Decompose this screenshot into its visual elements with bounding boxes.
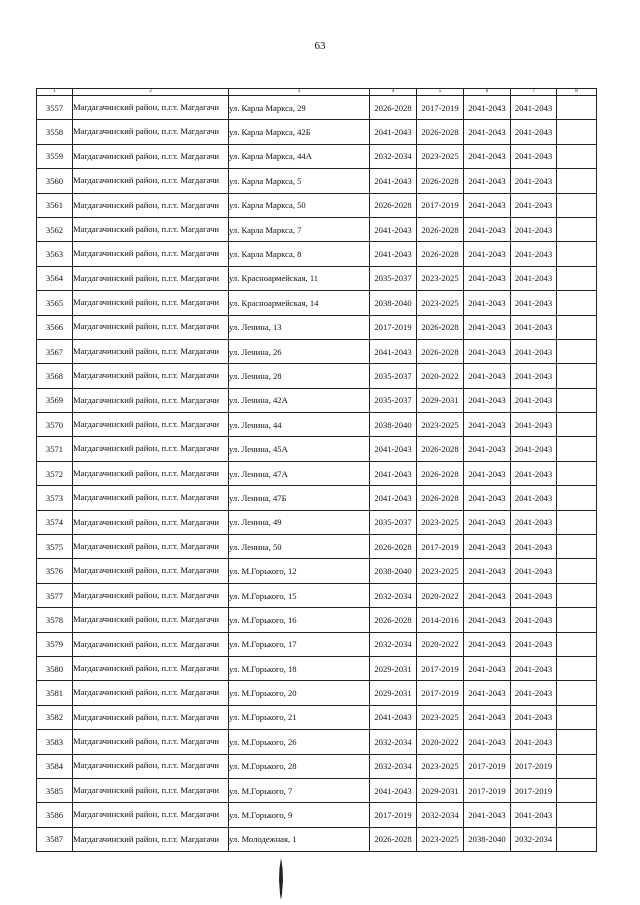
period-cell: 2017-2019 (464, 778, 511, 802)
period-cell: 2032-2034 (370, 632, 417, 656)
period-cell: 2029-2031 (417, 388, 464, 412)
table-row (37, 217, 597, 241)
table-row (37, 754, 597, 778)
row-number: 3583 (37, 730, 73, 754)
address-cell: ул. М.Горького, 21 (229, 705, 370, 729)
period-cell: 2032-2034 (370, 730, 417, 754)
row-number: 3575 (37, 535, 73, 559)
address-cell: ул. Ленина, 47Б (229, 486, 370, 510)
region-cell: Магдагачинский район, п.г.т. Магдагачи (73, 144, 229, 168)
period-cell: 2041-2043 (511, 291, 557, 315)
table-row (37, 193, 597, 217)
period-cell: 2023-2025 (417, 291, 464, 315)
address-cell: ул. Ленина, 49 (229, 510, 370, 534)
period-cell: 2041-2043 (511, 559, 557, 583)
period-cell: 2041-2043 (370, 242, 417, 266)
period-cell: 2029-2031 (370, 681, 417, 705)
period-cell: 2041-2043 (511, 413, 557, 437)
period-cell: 2041-2043 (464, 169, 511, 193)
row-number: 3564 (37, 266, 73, 290)
period-cell: 2023-2025 (417, 559, 464, 583)
note-cell (557, 96, 597, 120)
period-cell: 2017-2019 (417, 96, 464, 120)
table-row (37, 681, 597, 705)
region-cell: Магдагачинский район, п.г.т. Магдагачи (73, 632, 229, 656)
period-cell: 2017-2019 (464, 754, 511, 778)
period-cell: 2041-2043 (370, 169, 417, 193)
row-number: 3578 (37, 608, 73, 632)
period-cell: 2041-2043 (511, 461, 557, 485)
row-number: 3570 (37, 413, 73, 437)
column-number-header: 6 (464, 89, 511, 96)
address-cell: ул. М.Горького, 17 (229, 632, 370, 656)
row-number: 3568 (37, 364, 73, 388)
table-row (37, 339, 597, 363)
period-cell: 2041-2043 (511, 315, 557, 339)
table-row (37, 364, 597, 388)
row-number: 3559 (37, 144, 73, 168)
region-cell: Магдагачинский район, п.г.т. Магдагачи (73, 266, 229, 290)
period-cell: 2041-2043 (464, 461, 511, 485)
row-number: 3580 (37, 656, 73, 680)
region-cell: Магдагачинский район, п.г.т. Магдагачи (73, 486, 229, 510)
region-cell: Магдагачинский район, п.г.т. Магдагачи (73, 803, 229, 827)
table-row (37, 656, 597, 680)
row-number: 3576 (37, 559, 73, 583)
period-cell: 2041-2043 (464, 388, 511, 412)
table-row (37, 583, 597, 607)
binding-mark (278, 858, 284, 900)
address-cell: ул. Ленина, 28 (229, 364, 370, 388)
period-cell: 2041-2043 (511, 510, 557, 534)
address-cell: ул. М.Горького, 7 (229, 778, 370, 802)
table-row (37, 169, 597, 193)
table-row (37, 266, 597, 290)
period-cell: 2041-2043 (464, 339, 511, 363)
period-cell: 2023-2025 (417, 827, 464, 851)
period-cell: 2041-2043 (511, 217, 557, 241)
period-cell: 2041-2043 (464, 486, 511, 510)
row-number: 3582 (37, 705, 73, 729)
row-number: 3573 (37, 486, 73, 510)
period-cell: 2017-2019 (417, 535, 464, 559)
table-row (37, 559, 597, 583)
period-cell: 2041-2043 (464, 242, 511, 266)
period-cell: 2041-2043 (464, 656, 511, 680)
address-cell: ул. Ленина, 13 (229, 315, 370, 339)
address-cell: ул. Красноармейская, 11 (229, 266, 370, 290)
region-cell: Магдагачинский район, п.г.т. Магдагачи (73, 193, 229, 217)
table-row (37, 632, 597, 656)
note-cell (557, 486, 597, 510)
period-cell: 2041-2043 (511, 803, 557, 827)
period-cell: 2041-2043 (511, 339, 557, 363)
period-cell: 2041-2043 (370, 217, 417, 241)
address-cell: ул. Ленина, 50 (229, 535, 370, 559)
note-cell (557, 339, 597, 363)
region-cell: Магдагачинский район, п.г.т. Магдагачи (73, 510, 229, 534)
period-cell: 2041-2043 (464, 364, 511, 388)
column-number-header: 8 (557, 89, 597, 96)
note-cell (557, 608, 597, 632)
table-row (37, 291, 597, 315)
period-cell: 2032-2034 (370, 144, 417, 168)
column-number-header: 3 (229, 89, 370, 96)
note-cell (557, 169, 597, 193)
period-cell: 2041-2043 (464, 120, 511, 144)
period-cell: 2038-2040 (464, 827, 511, 851)
address-cell: ул. Карла Маркса, 5 (229, 169, 370, 193)
period-cell: 2026-2028 (370, 827, 417, 851)
period-cell: 2026-2028 (417, 242, 464, 266)
note-cell (557, 413, 597, 437)
table-row (37, 803, 597, 827)
row-number: 3571 (37, 437, 73, 461)
address-cell: ул. Красноармейская, 14 (229, 291, 370, 315)
note-cell (557, 120, 597, 144)
period-cell: 2017-2019 (417, 681, 464, 705)
period-cell: 2038-2040 (370, 413, 417, 437)
note-cell (557, 754, 597, 778)
page-number: 63 (314, 40, 326, 52)
period-cell: 2041-2043 (511, 535, 557, 559)
row-number: 3567 (37, 339, 73, 363)
address-cell: ул. Ленина, 47А (229, 461, 370, 485)
table-row (37, 486, 597, 510)
note-cell (557, 559, 597, 583)
period-cell: 2041-2043 (464, 608, 511, 632)
period-cell: 2017-2019 (511, 754, 557, 778)
table-row (37, 510, 597, 534)
address-cell: ул. М.Горького, 28 (229, 754, 370, 778)
table-row (37, 437, 597, 461)
period-cell: 2035-2037 (370, 388, 417, 412)
region-cell: Магдагачинский район, п.г.т. Магдагачи (73, 291, 229, 315)
table-row (37, 413, 597, 437)
period-cell: 2032-2034 (370, 754, 417, 778)
period-cell: 2032-2034 (511, 827, 557, 851)
region-cell: Магдагачинский район, п.г.т. Магдагачи (73, 461, 229, 485)
note-cell (557, 144, 597, 168)
address-cell: ул. М.Горького, 20 (229, 681, 370, 705)
period-cell: 2041-2043 (370, 437, 417, 461)
table-row (37, 315, 597, 339)
period-cell: 2017-2019 (370, 803, 417, 827)
period-cell: 2041-2043 (370, 120, 417, 144)
address-cell: ул. Ленина, 42А (229, 388, 370, 412)
column-number-header: 7 (511, 89, 557, 96)
period-cell: 2032-2034 (417, 803, 464, 827)
period-cell: 2041-2043 (464, 291, 511, 315)
region-cell: Магдагачинский район, п.г.т. Магдагачи (73, 437, 229, 461)
address-cell: ул. М.Горького, 12 (229, 559, 370, 583)
period-cell: 2026-2028 (417, 169, 464, 193)
region-cell: Магдагачинский район, п.г.т. Магдагачи (73, 242, 229, 266)
period-cell: 2023-2025 (417, 705, 464, 729)
period-cell: 2041-2043 (464, 705, 511, 729)
table-row (37, 96, 597, 120)
period-cell: 2041-2043 (370, 339, 417, 363)
period-cell: 2041-2043 (511, 242, 557, 266)
region-cell: Магдагачинский район, п.г.т. Магдагачи (73, 535, 229, 559)
region-cell: Магдагачинский район, п.г.т. Магдагачи (73, 559, 229, 583)
note-cell (557, 266, 597, 290)
row-number: 3569 (37, 388, 73, 412)
row-number: 3579 (37, 632, 73, 656)
table-row (37, 705, 597, 729)
table-row (37, 144, 597, 168)
period-cell: 2041-2043 (464, 510, 511, 534)
table-row (37, 242, 597, 266)
note-cell (557, 803, 597, 827)
period-cell: 2041-2043 (464, 559, 511, 583)
period-cell: 2041-2043 (511, 608, 557, 632)
period-cell: 2041-2043 (511, 656, 557, 680)
row-number: 3586 (37, 803, 73, 827)
period-cell: 2041-2043 (464, 144, 511, 168)
period-cell: 2041-2043 (464, 193, 511, 217)
period-cell: 2023-2025 (417, 754, 464, 778)
period-cell: 2041-2043 (511, 96, 557, 120)
period-cell: 2041-2043 (511, 120, 557, 144)
address-cell: ул. Ленина, 45А (229, 437, 370, 461)
period-cell: 2041-2043 (511, 169, 557, 193)
region-cell: Магдагачинский район, п.г.т. Магдагачи (73, 96, 229, 120)
address-cell: ул. Карла Маркса, 8 (229, 242, 370, 266)
period-cell: 2041-2043 (511, 681, 557, 705)
period-cell: 2035-2037 (370, 364, 417, 388)
address-cell: ул. Молодежная, 1 (229, 827, 370, 851)
period-cell: 2041-2043 (464, 437, 511, 461)
region-cell: Магдагачинский район, п.г.т. Магдагачи (73, 339, 229, 363)
row-number: 3562 (37, 217, 73, 241)
row-number: 3574 (37, 510, 73, 534)
column-number-header: 4 (370, 89, 417, 96)
region-cell: Магдагачинский район, п.г.т. Магдагачи (73, 730, 229, 754)
table-row (37, 608, 597, 632)
region-cell: Магдагачинский район, п.г.т. Магдагачи (73, 608, 229, 632)
row-number: 3585 (37, 778, 73, 802)
table-body (37, 96, 597, 852)
period-cell: 2041-2043 (464, 266, 511, 290)
housing-schedule-table (36, 88, 597, 852)
note-cell (557, 461, 597, 485)
table-row (37, 778, 597, 802)
region-cell: Магдагачинский район, п.г.т. Магдагачи (73, 169, 229, 193)
region-cell: Магдагачинский район, п.г.т. Магдагачи (73, 315, 229, 339)
period-cell: 2023-2025 (417, 413, 464, 437)
region-cell: Магдагачинский район, п.г.т. Магдагачи (73, 364, 229, 388)
period-cell: 2017-2019 (511, 778, 557, 802)
period-cell: 2026-2028 (417, 217, 464, 241)
row-number: 3560 (37, 169, 73, 193)
address-cell: ул. Ленина, 44 (229, 413, 370, 437)
address-cell: ул. М.Горького, 16 (229, 608, 370, 632)
period-cell: 2026-2028 (370, 535, 417, 559)
address-cell: ул. М.Горького, 9 (229, 803, 370, 827)
period-cell: 2041-2043 (511, 583, 557, 607)
period-cell: 2041-2043 (511, 730, 557, 754)
period-cell: 2026-2028 (370, 96, 417, 120)
period-cell: 2026-2028 (417, 315, 464, 339)
period-cell: 2020-2022 (417, 730, 464, 754)
region-cell: Магдагачинский район, п.г.т. Магдагачи (73, 656, 229, 680)
row-number: 3566 (37, 315, 73, 339)
table-row (37, 535, 597, 559)
period-cell: 2041-2043 (464, 96, 511, 120)
period-cell: 2014-2016 (417, 608, 464, 632)
period-cell: 2041-2043 (464, 632, 511, 656)
period-cell: 2017-2019 (417, 656, 464, 680)
period-cell: 2023-2025 (417, 510, 464, 534)
period-cell: 2041-2043 (464, 583, 511, 607)
address-cell: ул. Карла Маркса, 42Б (229, 120, 370, 144)
period-cell: 2041-2043 (370, 778, 417, 802)
row-number: 3584 (37, 754, 73, 778)
row-number: 3587 (37, 827, 73, 851)
note-cell (557, 510, 597, 534)
table-row (37, 827, 597, 851)
note-cell (557, 315, 597, 339)
period-cell: 2041-2043 (511, 437, 557, 461)
note-cell (557, 705, 597, 729)
period-cell: 2041-2043 (370, 705, 417, 729)
period-cell: 2020-2022 (417, 583, 464, 607)
column-number-header: 2 (73, 89, 229, 96)
period-cell: 2041-2043 (511, 193, 557, 217)
note-cell (557, 291, 597, 315)
address-cell: ул. М.Горького, 15 (229, 583, 370, 607)
region-cell: Магдагачинский район, п.г.т. Магдагачи (73, 413, 229, 437)
period-cell: 2041-2043 (464, 730, 511, 754)
region-cell: Магдагачинский район, п.г.т. Магдагачи (73, 705, 229, 729)
address-cell: ул. М.Горького, 18 (229, 656, 370, 680)
period-cell: 2038-2040 (370, 291, 417, 315)
period-cell: 2041-2043 (370, 461, 417, 485)
table-row (37, 120, 597, 144)
period-cell: 2026-2028 (370, 193, 417, 217)
address-cell: ул. Карла Маркса, 29 (229, 96, 370, 120)
row-number: 3561 (37, 193, 73, 217)
row-number: 3572 (37, 461, 73, 485)
period-cell: 2026-2028 (417, 339, 464, 363)
period-cell: 2026-2028 (370, 608, 417, 632)
period-cell: 2026-2028 (417, 437, 464, 461)
note-cell (557, 778, 597, 802)
column-number-header: 5 (417, 89, 464, 96)
note-cell (557, 217, 597, 241)
note-cell (557, 388, 597, 412)
period-cell: 2023-2025 (417, 144, 464, 168)
address-cell: ул. М.Горького, 26 (229, 730, 370, 754)
period-cell: 2026-2028 (417, 120, 464, 144)
table-row (37, 730, 597, 754)
period-cell: 2029-2031 (417, 778, 464, 802)
region-cell: Магдагачинский район, п.г.т. Магдагачи (73, 217, 229, 241)
note-cell (557, 632, 597, 656)
period-cell: 2029-2031 (370, 656, 417, 680)
region-cell: Магдагачинский район, п.г.т. Магдагачи (73, 120, 229, 144)
note-cell (557, 730, 597, 754)
table-row (37, 388, 597, 412)
note-cell (557, 437, 597, 461)
note-cell (557, 242, 597, 266)
table-row (37, 461, 597, 485)
note-cell (557, 535, 597, 559)
period-cell: 2017-2019 (417, 193, 464, 217)
column-number-row (37, 89, 597, 96)
region-cell: Магдагачинский район, п.г.т. Магдагачи (73, 827, 229, 851)
note-cell (557, 827, 597, 851)
row-number: 3565 (37, 291, 73, 315)
address-cell: ул. Карла Маркса, 7 (229, 217, 370, 241)
region-cell: Магдагачинский район, п.г.т. Магдагачи (73, 778, 229, 802)
period-cell: 2017-2019 (370, 315, 417, 339)
period-cell: 2041-2043 (511, 364, 557, 388)
period-cell: 2041-2043 (511, 632, 557, 656)
address-cell: ул. Ленина, 26 (229, 339, 370, 363)
period-cell: 2041-2043 (464, 681, 511, 705)
period-cell: 2041-2043 (464, 315, 511, 339)
period-cell: 2041-2043 (464, 413, 511, 437)
period-cell: 2041-2043 (464, 535, 511, 559)
row-number: 3563 (37, 242, 73, 266)
period-cell: 2035-2037 (370, 510, 417, 534)
period-cell: 2041-2043 (511, 705, 557, 729)
period-cell: 2020-2022 (417, 364, 464, 388)
row-number: 3577 (37, 583, 73, 607)
period-cell: 2026-2028 (417, 461, 464, 485)
note-cell (557, 364, 597, 388)
period-cell: 2020-2022 (417, 632, 464, 656)
period-cell: 2041-2043 (464, 803, 511, 827)
region-cell: Магдагачинский район, п.г.т. Магдагачи (73, 388, 229, 412)
period-cell: 2023-2025 (417, 266, 464, 290)
row-number: 3558 (37, 120, 73, 144)
period-cell: 2038-2040 (370, 559, 417, 583)
region-cell: Магдагачинский район, п.г.т. Магдагачи (73, 681, 229, 705)
region-cell: Магдагачинский район, п.г.т. Магдагачи (73, 583, 229, 607)
period-cell: 2041-2043 (511, 144, 557, 168)
period-cell: 2032-2034 (370, 583, 417, 607)
period-cell: 2041-2043 (511, 388, 557, 412)
address-cell: ул. Карла Маркса, 44А (229, 144, 370, 168)
note-cell (557, 583, 597, 607)
column-number-header: 1 (37, 89, 73, 96)
period-cell: 2035-2037 (370, 266, 417, 290)
note-cell (557, 681, 597, 705)
note-cell (557, 656, 597, 680)
note-cell (557, 193, 597, 217)
period-cell: 2041-2043 (511, 266, 557, 290)
period-cell: 2026-2028 (417, 486, 464, 510)
region-cell: Магдагачинский район, п.г.т. Магдагачи (73, 754, 229, 778)
row-number: 3581 (37, 681, 73, 705)
period-cell: 2041-2043 (464, 217, 511, 241)
row-number: 3557 (37, 96, 73, 120)
period-cell: 2041-2043 (370, 486, 417, 510)
period-cell: 2041-2043 (511, 486, 557, 510)
address-cell: ул. Карла Маркса, 50 (229, 193, 370, 217)
